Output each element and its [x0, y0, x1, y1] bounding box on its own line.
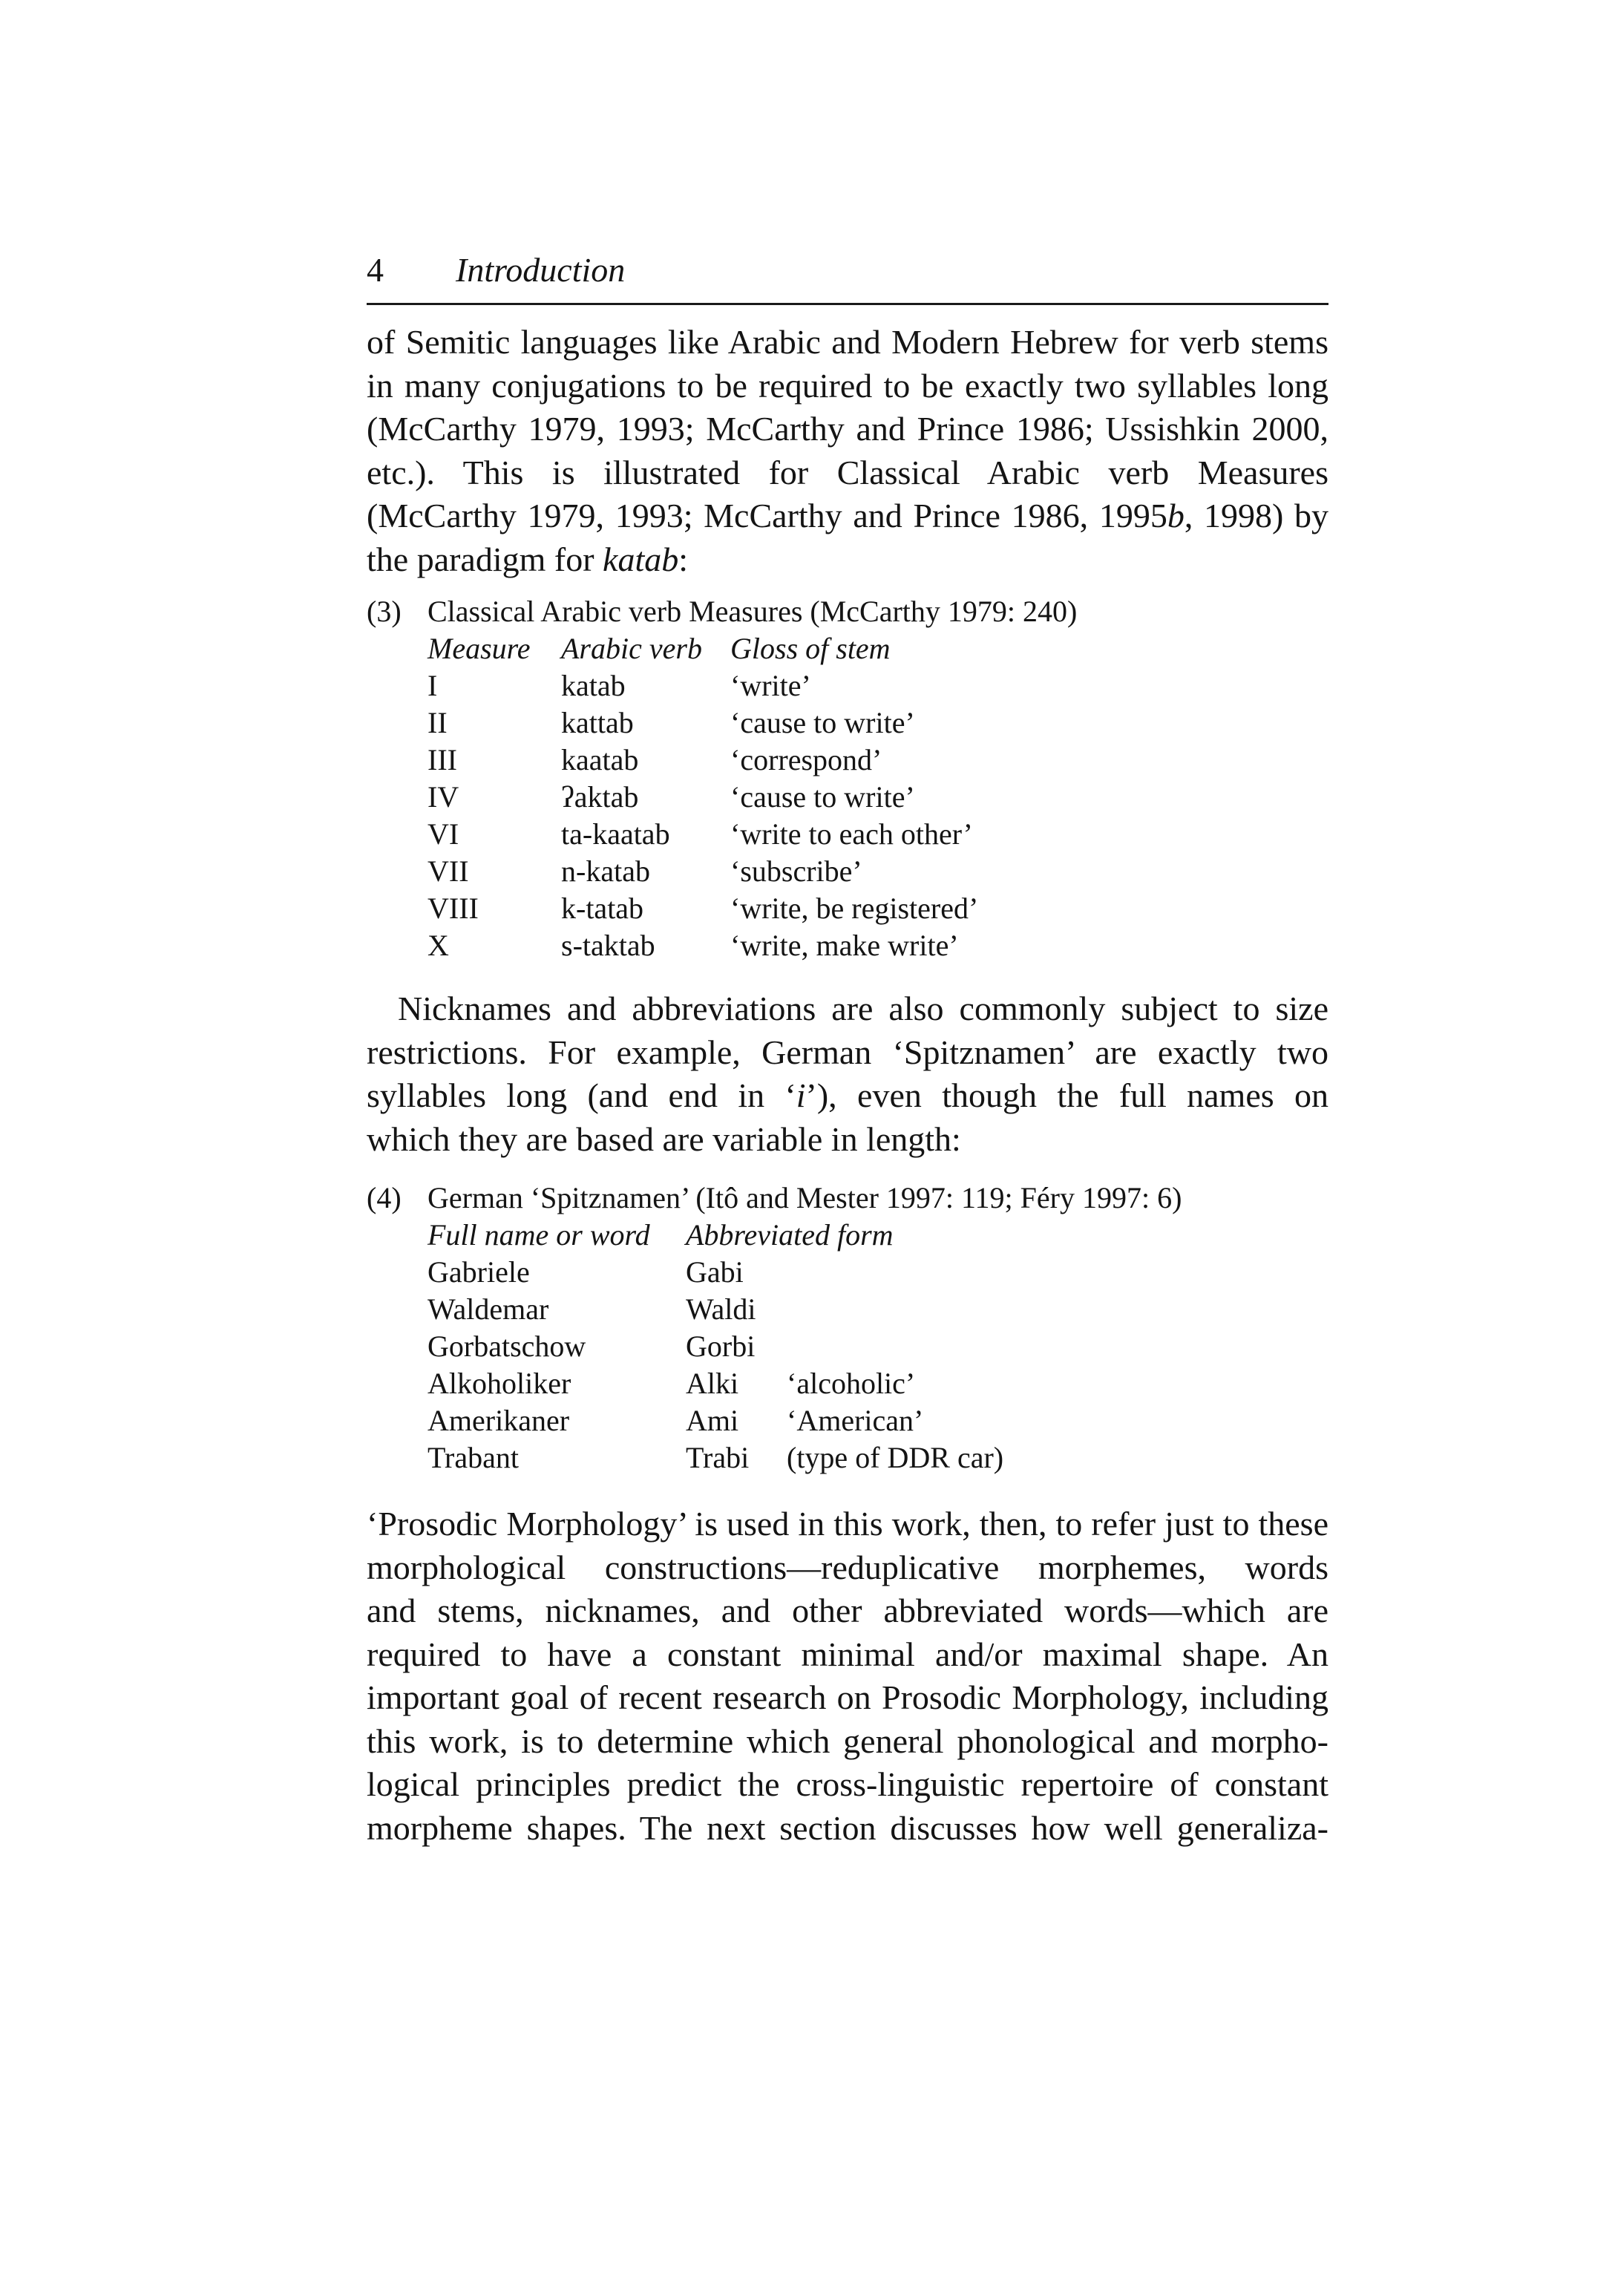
measure-cell: VIII [427, 892, 479, 925]
running-header [367, 249, 1328, 301]
abbreviation-cell: Gorbi [686, 1329, 756, 1363]
gloss-cell: ‘write’ [730, 669, 811, 702]
text-line: and stems, nicknames, and other abbreviated words—which are [367, 1592, 1328, 1629]
text-line [367, 538, 1328, 582]
verb-cell: kattab [561, 706, 634, 739]
measure-cell: X [427, 929, 449, 962]
text-segment: syllables long (and end in ‘ [367, 1076, 796, 1114]
paragraph-3 [367, 1502, 1328, 1850]
measure-cell: VI [427, 817, 459, 851]
header-rule [367, 303, 1328, 305]
verb-cell: ʔaktab [561, 780, 639, 814]
text-line [367, 1074, 1328, 1118]
gloss-cell: (type of DDR car) [787, 1441, 1004, 1474]
example-number: (4) [367, 1181, 402, 1214]
italic-letter: b [1167, 497, 1185, 534]
gloss-cell: ‘write to each other’ [730, 817, 973, 851]
text-line: which they are based are variable in length: [367, 1119, 961, 1158]
text-line: etc.). This is illustrated for Classical Arabic verb Measures [367, 453, 1328, 491]
gloss-cell: ‘subscribe’ [730, 854, 862, 888]
text-segment: ’), even though the full names on [805, 1076, 1328, 1114]
italic-word: katab [603, 540, 679, 578]
full-name-cell: Trabant [427, 1441, 519, 1474]
text-line: morpheme shapes. The next section discusses how well generaliza- [367, 1808, 1328, 1847]
gloss-cell: ‘cause to write’ [730, 706, 915, 739]
text-line: logical principles predict the cross-linguistic repertoire of constant [367, 1765, 1328, 1803]
verb-cell: katab [561, 669, 626, 702]
abbreviation-cell: Trabi [686, 1441, 750, 1474]
verb-cell: n-katab [561, 854, 650, 888]
text-line: required to have a constant minimal and/or maximal shape. An [367, 1635, 1328, 1673]
text-line: Nicknames and abbreviations are also commonly subject to size [398, 990, 1328, 1027]
text-segment: the paradigm for [367, 540, 603, 578]
text-line: in many conjugations to be required to be exactly two syllables long [367, 366, 1328, 405]
gloss-cell: ‘alcoholic’ [787, 1367, 916, 1400]
measure-cell: II [427, 706, 448, 739]
column-header: Gloss of stem [730, 632, 891, 665]
column-header: Arabic verb [561, 632, 702, 665]
page-number: 4 [367, 251, 384, 289]
text-line: restrictions. For example, German ‘Spitznamen’ are exactly two [367, 1033, 1328, 1071]
full-name-cell: Gabriele [427, 1255, 530, 1289]
paragraph-1 [367, 321, 1328, 581]
example-title: German ‘Spitznamen’ (Itô and Mester 1997: 119; Féry 1997: 6) [427, 1181, 1182, 1214]
paragraph-2 [367, 987, 1328, 1161]
text-line: ‘Prosodic Morphology’ is used in this work, then, to refer just to these [367, 1505, 1328, 1543]
gloss-cell: ‘correspond’ [730, 743, 882, 776]
example-number: (3) [367, 595, 402, 628]
text-segment: (McCarthy 1979, 1993; McCarthy and Prince 1986, 1995 [367, 497, 1167, 534]
column-header: Abbreviated form [686, 1218, 894, 1252]
full-name-cell: Waldemar [427, 1292, 549, 1326]
verb-cell: s-taktab [561, 929, 655, 962]
verb-cell: k-tatab [561, 892, 644, 925]
gloss-cell: ‘cause to write’ [730, 780, 915, 814]
text-line: important goal of recent research on Prosodic Morphology, including [367, 1678, 1328, 1716]
full-name-cell: Gorbatschow [427, 1329, 586, 1363]
example-4 [367, 1180, 1328, 1492]
verb-cell: kaatab [561, 743, 639, 776]
running-title: Introduction [456, 251, 626, 289]
text-line: morphological constructions—reduplicative morphemes, words [367, 1548, 1328, 1586]
abbreviation-cell: Alki [686, 1367, 739, 1400]
example-3 [367, 594, 1328, 972]
abbreviation-cell: Ami [686, 1404, 739, 1437]
column-header: Measure [427, 632, 531, 665]
measure-cell: VII [427, 854, 469, 888]
measure-cell: I [427, 669, 438, 702]
text-segment: : [678, 540, 689, 578]
text-line: (McCarthy 1979, 1993; McCarthy and Prince 1986; Ussishkin 2000, [367, 410, 1328, 448]
text-line [367, 494, 1328, 538]
gloss-cell: ‘write, be registered’ [730, 892, 979, 925]
text-segment: , 1998) by [1184, 497, 1329, 534]
full-name-cell: Alkoholiker [427, 1367, 571, 1400]
column-header: Full name or word [427, 1218, 650, 1252]
text-line: this work, is to determine which general phonological and morpho- [367, 1721, 1328, 1760]
text-line: of Semitic languages like Arabic and Modern Hebrew for verb stems [367, 323, 1328, 361]
abbreviation-cell: Gabi [686, 1255, 744, 1289]
measure-cell: IV [427, 780, 459, 814]
gloss-cell: ‘write, make write’ [730, 929, 959, 962]
full-name-cell: Amerikaner [427, 1404, 570, 1437]
italic-letter: i [796, 1076, 806, 1114]
verb-cell: ta-kaatab [561, 817, 670, 851]
abbreviation-cell: Waldi [686, 1292, 756, 1326]
gloss-cell: ‘American’ [787, 1404, 924, 1437]
measure-cell: III [427, 743, 457, 776]
example-title: Classical Arabic verb Measures (McCarthy 1979: 240) [427, 595, 1078, 628]
